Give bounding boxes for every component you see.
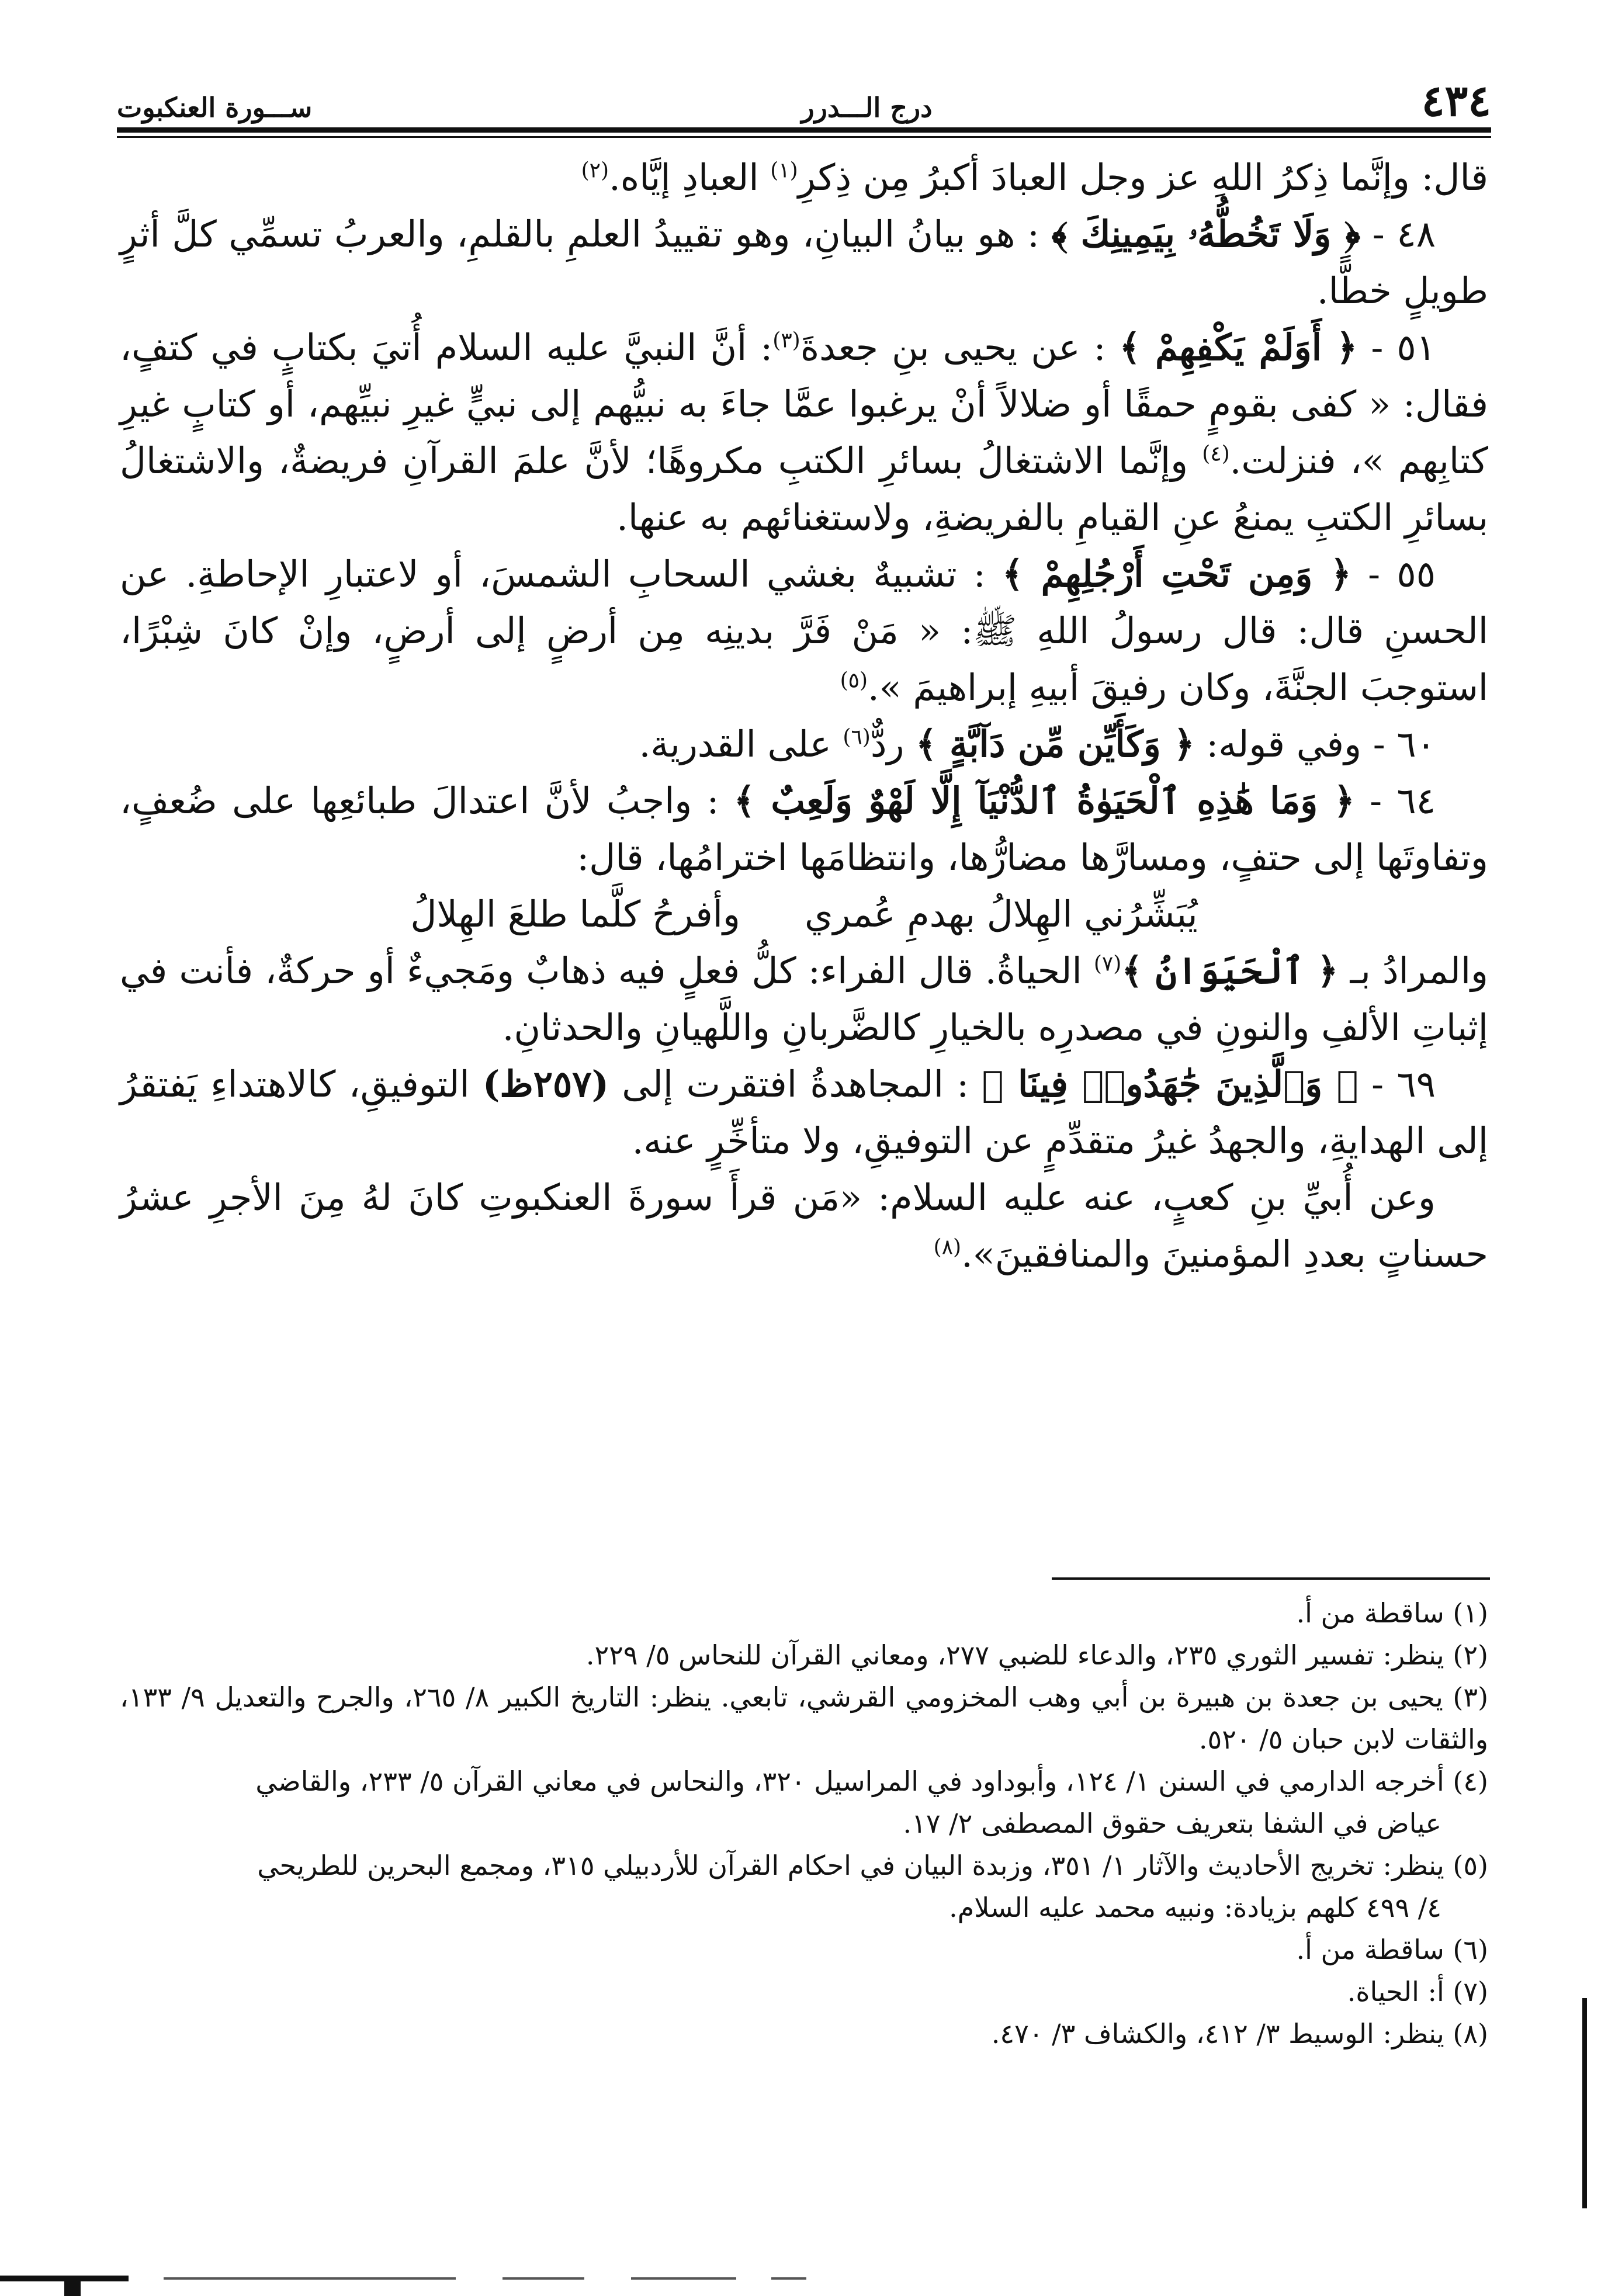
quran-quote: ﴿ وَلَا تَخُطُّهُۥ بِيَمِينِكَ ﴾ xyxy=(1051,213,1361,255)
quran-quote: ﴿ وَكَأَيِّن مِّن دَآبَّةٍ ﴾ xyxy=(916,723,1195,765)
page-number: ٤٣٤ xyxy=(1421,76,1491,126)
footnote-1 xyxy=(120,1592,1488,1634)
hemistich-2: وأفرحُ كلَّما طلعَ الهِلالُ xyxy=(410,893,740,935)
footnote-ref-3: (٣) xyxy=(772,328,800,353)
footnote-7 xyxy=(120,1971,1488,2013)
footnote-text: أ: الحياة. xyxy=(1347,1976,1453,2007)
header-rule-thick xyxy=(117,127,1491,133)
scan-edge-line xyxy=(503,2277,584,2280)
footnote-number: (٧) xyxy=(1453,1976,1488,2007)
verse-number: ٦٤ - xyxy=(1354,779,1436,822)
text: : أنَّ النبيَّ عليه السلام أُتيَ بكتابٍ في كتفٍ، فقال: « كفى بقومٍ حمقًا أو ضلالاً أنْ يرغبوا عمَّا جاءَ به نبيُّهم إلى نبيٍّ غيرِ نبيِّهم، أو كتابٍ غيرِ كتابِهم »، فنزلت. xyxy=(120,326,1488,482)
verse-number: ٥١ - xyxy=(1357,326,1436,369)
scan-edge-line xyxy=(164,2277,456,2280)
footnote-text: ينظر: تفسير الثوري ٢٣٥، والدعاء للضبي ٢٧٧، ومعاني القرآن للنحاس ٥/ ٢٢٩. xyxy=(585,1639,1453,1671)
quran-quote: ﴿ ٱلْحَيَوَانُ ﴾ xyxy=(1121,949,1339,992)
footnote-number: (٣) xyxy=(1453,1681,1489,1713)
text: : تشبيهٌ بغشي السحابِ الشمسَ، أو لاعتبارِ الإحاطةِ. عن الحسنِ قال: قال رسولُ اللهِ ﷺ: « مَنْ فَرَّ بدينِه مِن أرضٍ إلى أرضٍ، وإنْ كانَ شِبْرًا، استوجبَ الجنَّةَ، وكان رفيقَ أبيهِ إبراهيمَ ». xyxy=(120,553,1488,709)
footnote-number: (٤) xyxy=(1453,1766,1488,1797)
book-title: درج الـــدرر xyxy=(801,92,933,124)
text: : هو بيانُ البيانِ، وهو تقييدُ العلمِ بالقلمِ، والعربُ تسمِّي كلَّ أثرٍ طويلٍ خطًّا. xyxy=(120,213,1488,312)
footnote-4-continuation: عياض في الشفا بتعريف حقوق المصطفى ٢/ ١٧. xyxy=(903,1808,1441,1839)
footnote-ref-7: (٧) xyxy=(1093,952,1122,976)
verse-number: ٦٠ - xyxy=(1361,723,1436,765)
footnote-text: ساقطة من أ. xyxy=(1296,1597,1453,1629)
main-text xyxy=(120,149,1488,1282)
quran-quote: ﴿ أَوَلَمْ يَكْفِهِمْ ﴾ xyxy=(1119,326,1358,369)
running-header xyxy=(117,64,1491,126)
footnote-ref-2: (٢) xyxy=(581,158,609,183)
text: التوفيقِ، كالاهتداءِ يَفتقرُ إلى الهدايةِ، والجهدُ غيرُ متقدِّمٍ عن التوفيقِ، ولا متأخِّرٍ عنه. xyxy=(120,1063,1488,1162)
footnote-ref-8: (٨) xyxy=(933,1235,962,1260)
footnote-5-continuation: ٤/ ٤٩٩ كلهم بزيادة: ونبيه محمد عليه السلام. xyxy=(949,1892,1441,1923)
margin-bar xyxy=(1582,1998,1587,2208)
paragraph-55 xyxy=(120,546,1488,716)
footnote-number: (٨) xyxy=(1453,2018,1488,2049)
text: ردٌّ xyxy=(870,723,916,765)
footnote-number: (٦) xyxy=(1453,1934,1488,1965)
text: العبادِ إيَّاه. xyxy=(609,156,771,199)
text: على القدرية. xyxy=(639,723,843,765)
footnote-ref-1: (١) xyxy=(770,158,798,183)
paragraph-60 xyxy=(120,716,1488,772)
footnote-8 xyxy=(120,2013,1488,2055)
verse-number: ٦٩ - xyxy=(1358,1063,1436,1105)
footnote-5 xyxy=(120,1844,1488,1886)
text: والمرادُ بـ xyxy=(1338,949,1488,992)
footnotes xyxy=(120,1592,1488,2055)
quran-quote: ﴿ وَٱلَّذِينَ جَٰهَدُوا۟ فِينَا ﴾ xyxy=(982,1063,1359,1105)
paragraph-64 xyxy=(120,772,1488,886)
footnote-ref-6: (٦) xyxy=(843,725,871,750)
footnote-number: (١) xyxy=(1453,1597,1488,1629)
header-rule-thin xyxy=(117,136,1491,138)
footnote-6 xyxy=(120,1929,1488,1971)
text: الحياةُ. قال الفراء: كلُّ فعلٍ فيه ذهابٌ ومَجيءٌ أو حركةٌ، فأنت في إثباتِ الألفِ والنونِ في مصدرِه بالخيارِ كالضَّربانِ واللَّهيانِ والحدثانِ. xyxy=(120,949,1488,1049)
paragraph-1 xyxy=(120,149,1488,206)
footnote-2 xyxy=(120,1634,1488,1676)
footnote-ref-4: (٤) xyxy=(1202,442,1230,466)
text: قال: وإنَّما ذِكرُ اللهِ عز وجل العبادَ أكبرُ مِن ذِكرِ xyxy=(798,156,1488,199)
quran-quote: ﴿ وَمَا هَٰذِهِ ٱلْحَيَوٰةُ ٱلدُّنْيَآ إِلَّا لَهْوٌ وَلَعِبٌ ﴾ xyxy=(733,779,1355,822)
footnote-number: (٢) xyxy=(1453,1639,1488,1671)
verse-number: ٥٥ - xyxy=(1351,553,1436,595)
footnote-text: أخرجه الدارمي في السنن ١/ ١٢٤، وأبوداود في المراسيل ٣٢٠، والنحاس في معاني القرآن ٥/ ٢٣٣، والقاضي xyxy=(255,1766,1453,1797)
surah-name: ســـورة العنكبوت xyxy=(117,92,313,124)
paragraph-69 xyxy=(120,1056,1488,1169)
text: : عن يحيى بنِ جعدةَ xyxy=(800,326,1120,369)
text: : واجبُ لأنَّ اعتدالَ طبائعِها على ضُعفٍ، وتفاوتَها إلى حتفٍ، ومسارَّها مضارُّها، وانتظامَها اخترامُها، قال: xyxy=(120,779,1488,879)
footnote-text: ساقطة من أ. xyxy=(1296,1934,1453,1965)
verse-number: ٤٨ - xyxy=(1360,213,1436,255)
footnote-3 xyxy=(120,1676,1488,1760)
footnote-separator xyxy=(1052,1577,1490,1580)
text: وفي قوله: xyxy=(1194,723,1362,765)
paragraph-hayawan xyxy=(120,942,1488,1056)
corner-mark xyxy=(0,2276,129,2296)
footnote-text: ينظر: تخريج الأحاديث والآثار ١/ ٣٥١، وزبدة البيان في احكام القرآن للأردبيلي ٣١٥، ومجمع البحرين للطريحي xyxy=(257,1850,1453,1881)
footnote-4 xyxy=(120,1760,1488,1802)
hemistich-1: يُبَشِّرُني الهِلالُ بهدمِ عُمري xyxy=(804,893,1198,935)
text: وعن أُبيِّ بنِ كعبٍ، عنه عليه السلام: «مَن قرأَ سورةَ العنكبوتِ كانَ لهُ مِنَ الأجرِ عشرُ حسناتٍ بعددِ المؤمنينَ والمنافقينَ». xyxy=(120,1176,1488,1275)
text: وإنَّما الاشتغالُ بسائرِ الكتبِ مكروهًا؛ لأنَّ علمَ القرآنِ فريضةٌ، والاشتغالُ بسائرِ الكتبِ يمنعُ عنِ القيامِ بالفريضةِ، ولاستغنائهم به عنها. xyxy=(120,439,1488,539)
scan-edge-line xyxy=(631,2277,736,2280)
quran-quote: ﴿ وَمِن تَحْتِ أَرْجُلِهِمْ ﴾ xyxy=(1002,553,1351,595)
manuscript-folio-marker: (٢٥٧ظ) xyxy=(483,1063,609,1105)
paragraph-51 xyxy=(120,319,1488,546)
footnote-text: ينظر: الوسيط ٣/ ٤١٢، والكشاف ٣/ ٤٧٠. xyxy=(991,2018,1453,2049)
paragraph-48 xyxy=(120,206,1488,319)
scan-edge-line xyxy=(771,2277,806,2280)
footnote-text: يحيى بن جعدة بن هبيرة بن أبي وهب المخزومي القرشي، تابعي. ينظر: التاريخ الكبير ٨/ ٢٦٥، والجرح والتعديل ٩/ ١٣٣، والثقات لابن حبان ٥/ ٥٢٠. xyxy=(120,1681,1488,1755)
footnote-number: (٥) xyxy=(1453,1850,1488,1881)
paragraph-hadith xyxy=(120,1169,1488,1282)
text: : المجاهدةُ افتقرت إلى xyxy=(608,1063,982,1105)
poetry-verse xyxy=(120,886,1488,942)
footnote-ref-5: (٥) xyxy=(840,668,868,693)
